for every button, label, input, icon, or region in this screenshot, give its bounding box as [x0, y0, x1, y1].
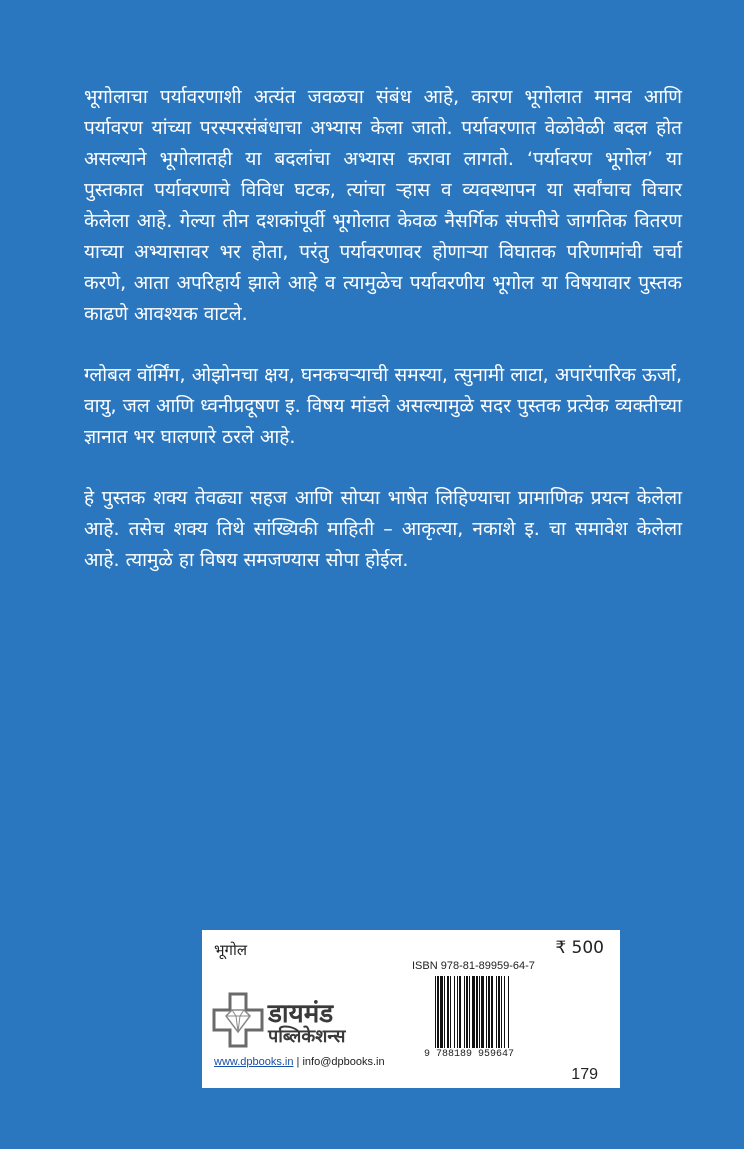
publisher-name-line2: पब्लिकेशन्स — [268, 1026, 346, 1047]
barcode — [434, 976, 532, 1048]
blurb-paragraph-2: ग्लोबल वॉर्मिंग, ओझोनचा क्षय, घनकचऱ्याची समस्या, त्सुनामी लाटा, अपारंपारिक ऊर्जा, वायु, जल आणि ध्वनीप्रदूषण इ. विषय मांडले असल्यामुळे सदर पुस्तक प्रत्येक व्यक्तीच्या ज्ञानात भर घालणारे ठरले आहे. — [84, 364, 682, 448]
email-text: info@dpbooks.in — [302, 1056, 385, 1068]
publisher-contact — [214, 1056, 385, 1068]
price-label: ₹ 500 — [555, 938, 604, 958]
publisher-name-line1: डायमंड — [268, 999, 334, 1029]
blurb-paragraph-3: हे पुस्तक शक्य तेवढ्या सहज आणि सोप्या भाषेत लिहिण्याचा प्रामाणिक प्रयत्न केलेला आहे. तसेच शक्य तिथे सांख्यिकी माहिती – आकृत्या, नकाशे इ. चा समावेश केलेला आहे. त्यामुळे हा विषय समजण्यास सोपा होईल. — [84, 487, 682, 571]
subject-label: भूगोल — [214, 941, 248, 959]
barcode-number: 9 788189 959647 — [424, 1049, 515, 1060]
publisher-info-box — [202, 930, 620, 1088]
back-cover-blurb — [84, 82, 682, 606]
website-link[interactable]: www.dpbooks.in — [214, 1056, 294, 1068]
contact-separator: | — [293, 1056, 303, 1068]
isbn-label: ISBN 978-81-89959-64-7 — [412, 960, 535, 972]
publisher-logo — [212, 992, 408, 1048]
blurb-paragraph-1: भूगोलाचा पर्यावरणाशी अत्यंत जवळचा संबंध आहे, कारण भूगोलात मानव आणि पर्यावरण यांच्या परस्परसंबंधाचा अभ्यास केला जातो. पर्यावरणात वेळोवेळी बदल होत असल्याने भूगोलातही या बदलांचा अभ्यास करावा लागतो. ‘पर्यावरण भूगोल’ या पुस्तकात पर्यावरणाचे विविध घटक, त्यांचा ऱ्हास व व्यवस्थापन या सर्वांचाच विचार केलेला आहे. गेल्या तीन दशकांपूर्वी भूगोलात केवळ नैसर्गिक संपत्तीचे जागतिक वितरण याच्या अभ्यासावर भर होता, परंतु पर्यावरणावर होणाऱ्या विघातक परिणामांची चर्चा करणे, आता अपरिहार्य झाले आहे व त्यामुळेच पर्यावरणीय भूगोल या विषयावार पुस्तक काढणे आवश्यक वाटले. — [84, 86, 682, 325]
page-count: 179 — [571, 1066, 598, 1083]
diamond-logo-icon — [212, 992, 264, 1048]
